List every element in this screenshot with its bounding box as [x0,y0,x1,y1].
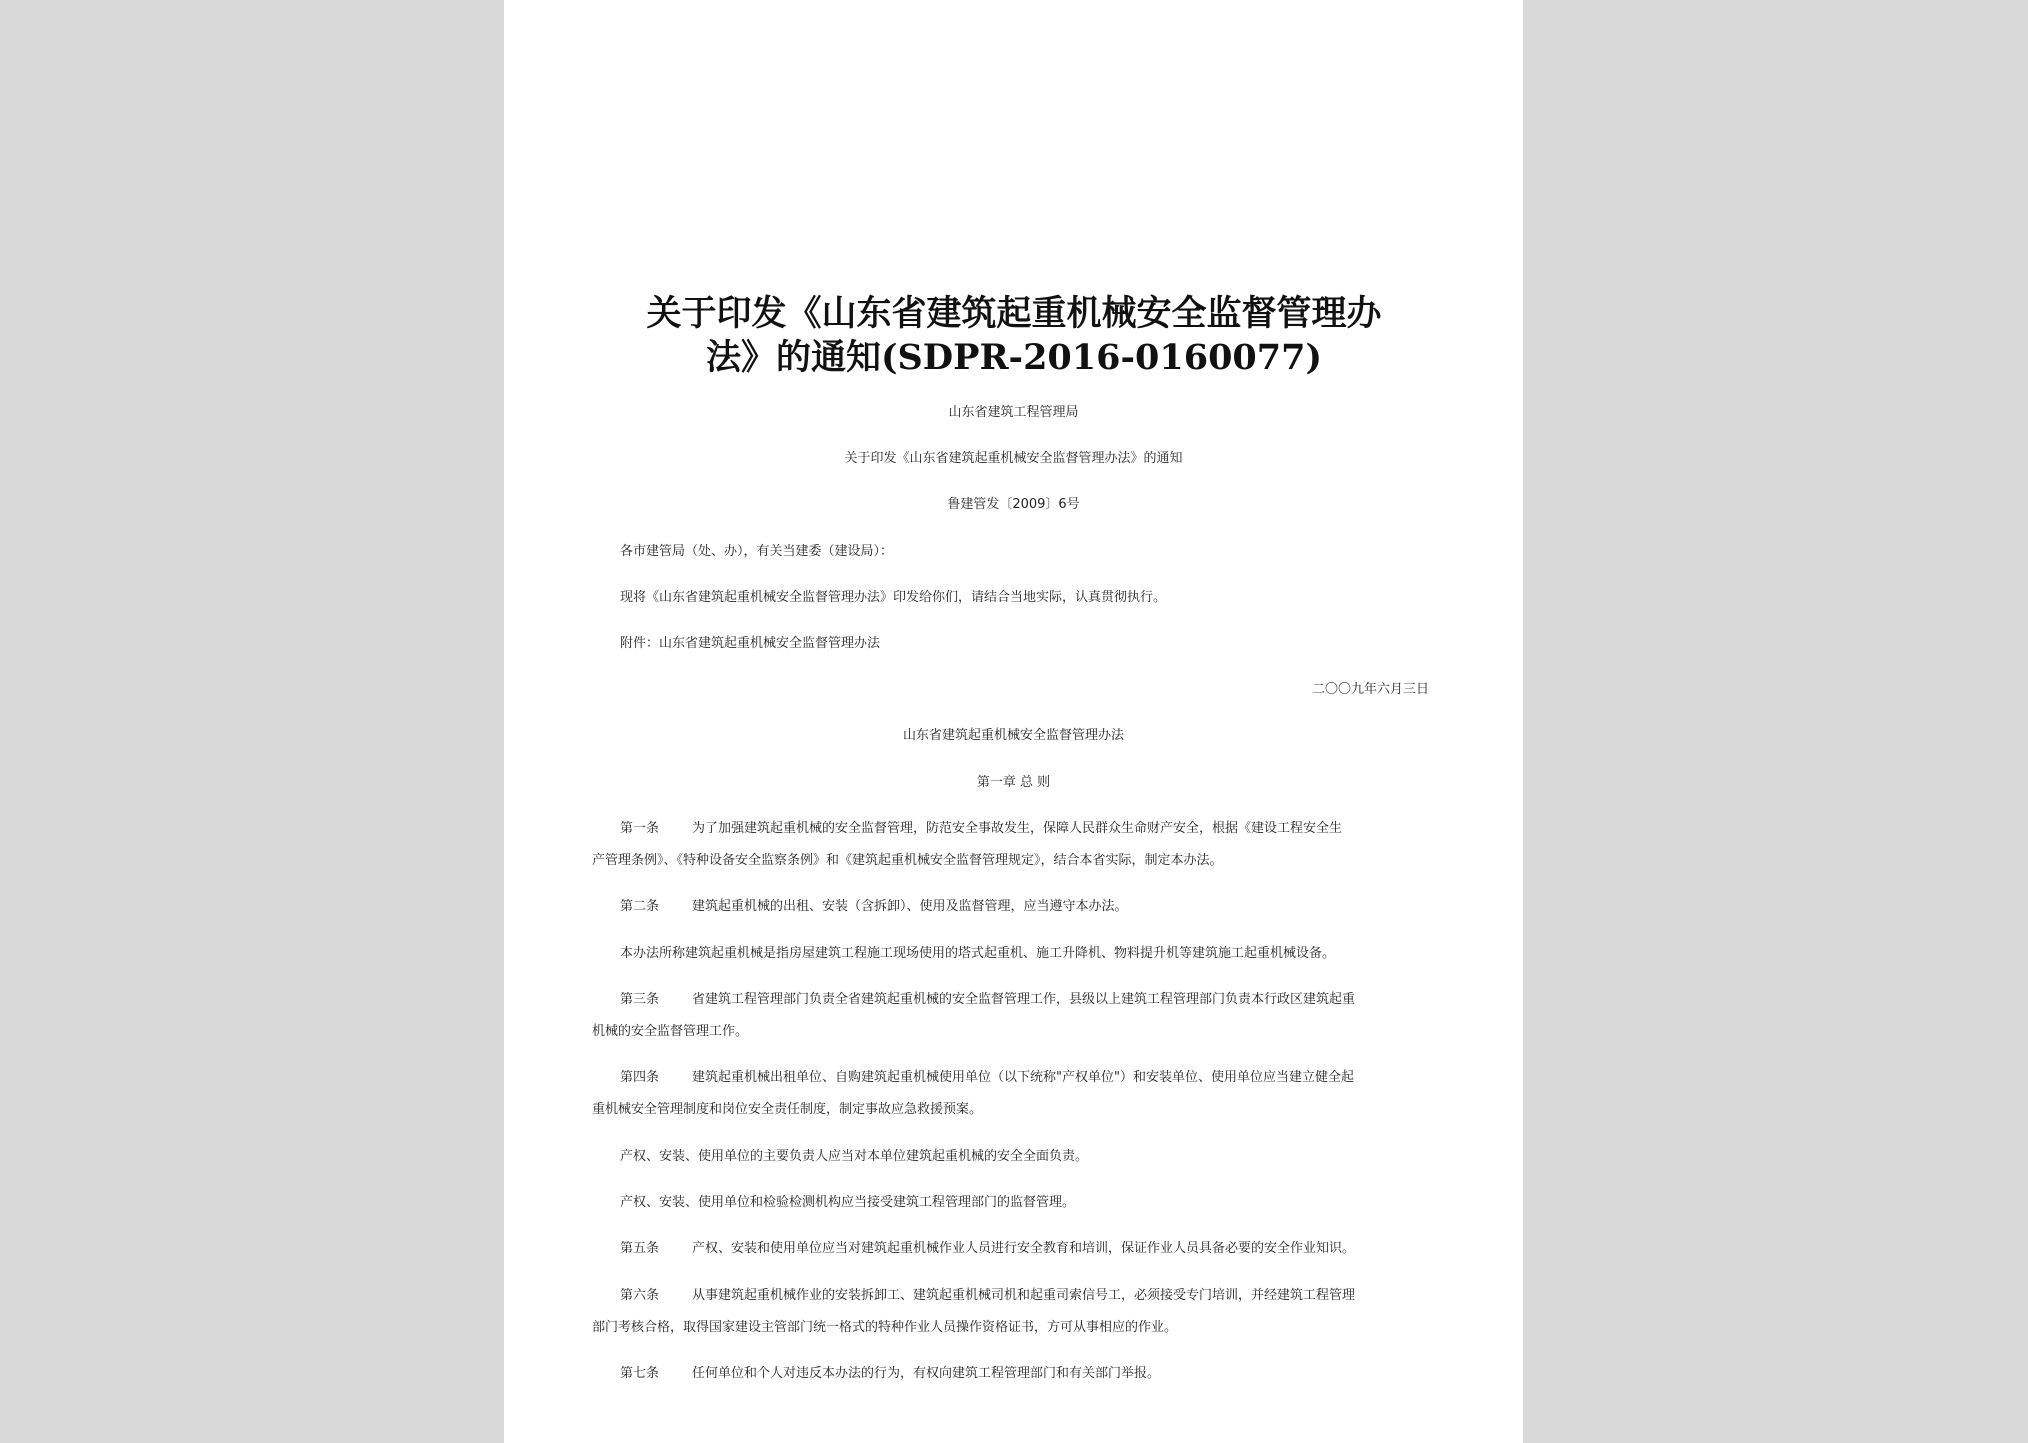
article-text: 从事建筑起重机械作业的安装拆卸工、建筑起重机械司机和起重司索信号工，必须接受专门培训，并经建筑工程管理 [692,1288,1356,1303]
article-label: 第一条 [620,821,660,836]
document-title [579,292,1449,380]
chapter-title: 第一章 总 则 [976,775,1051,790]
document-title-line-1: 关于印发《山东省建筑起重机械安全监督管理办 [646,293,1382,334]
article-label: 第七条 [620,1366,660,1381]
article-1 [620,821,1342,837]
article-text: 产权、安装和使用单位应当对建筑起重机械作业人员进行安全教育和培训，保证作业人员具备必要的安全作业知识。 [692,1241,1356,1256]
article-4 [620,1070,1354,1086]
article-5 [620,1241,1355,1257]
article-text: 建筑起重机械的出租、安装（含拆卸）、使用及监督管理，应当遵守本办法。 [692,899,1128,914]
article-label: 第五条 [620,1241,660,1256]
instruction-line: 现将《山东省建筑起重机械安全监督管理办法》印发给你们，请结合当地实际，认真贯彻执行。 [620,590,1167,605]
article-text: 为了加强建筑起重机械的安全监督管理，防范安全事故发生，保障人民群众生命财产安全，根据《建设工程安全生 [692,821,1343,836]
article-1-continuation: 产管理条例》、《特种设备安全监察条例》和《建筑起重机械安全监督管理规定》，结合本省实际，制定本办法。 [592,853,1223,868]
supervision-paragraph: 产权、安装、使用单位和检验检测机构应当接受建筑工程管理部门的监督管理。 [620,1195,1076,1210]
article-label: 第二条 [620,899,660,914]
article-6-continuation: 部门考核合格，取得国家建设主管部门统一格式的特种作业人员操作资格证书，方可从事相应的作业。 [592,1320,1178,1335]
article-6 [620,1288,1355,1304]
article-2 [620,899,1128,915]
article-label: 第六条 [620,1288,660,1303]
issuer-line: 山东省建筑工程管理局 [948,405,1079,420]
date-line: 二〇〇九年六月三日 [1311,682,1429,697]
document-page [504,0,1523,1443]
doc-number-line: 鲁建管发〔2009〕6号 [947,497,1080,512]
salutation-line: 各市建管局（处、办），有关当建委（建设局）： [620,544,894,559]
notice-title-line: 关于印发《山东省建筑起重机械安全监督管理办法》的通知 [844,451,1183,466]
article-text: 任何单位和个人对违反本办法的行为，有权向建筑工程管理部门和有关部门举报。 [692,1366,1161,1381]
definition-paragraph: 本办法所称建筑起重机械是指房屋建筑工程施工现场使用的塔式起重机、施工升降机、物料提升机等建筑施工起重机械设备。 [620,946,1336,961]
article-text: 省建筑工程管理部门负责全省建筑起重机械的安全监督管理工作，县级以上建筑工程管理部门负责本行政区建筑起重 [692,992,1356,1007]
article-label: 第四条 [620,1070,660,1085]
attachment-line: 附件：山东省建筑起重机械安全监督管理办法 [620,636,881,651]
document-title-line-2: 法》的通知(SDPR-2016-0160077) [705,337,1323,378]
article-3-continuation: 机械的安全监督管理工作。 [592,1024,749,1039]
article-text: 建筑起重机械出租单位、自购建筑起重机械使用单位（以下统称"产权单位"）和安装单位、使用单位应当建立健全起 [692,1070,1354,1085]
article-label: 第三条 [620,992,660,1007]
article-4-continuation: 重机械安全管理制度和岗位安全责任制度，制定事故应急救援预案。 [592,1102,983,1117]
responsibility-paragraph: 产权、安装、使用单位的主要负责人应当对本单位建筑起重机械的安全全面负责。 [620,1149,1089,1164]
article-7 [620,1366,1160,1382]
regulation-title: 山东省建筑起重机械安全监督管理办法 [902,728,1124,743]
article-3 [620,992,1355,1008]
